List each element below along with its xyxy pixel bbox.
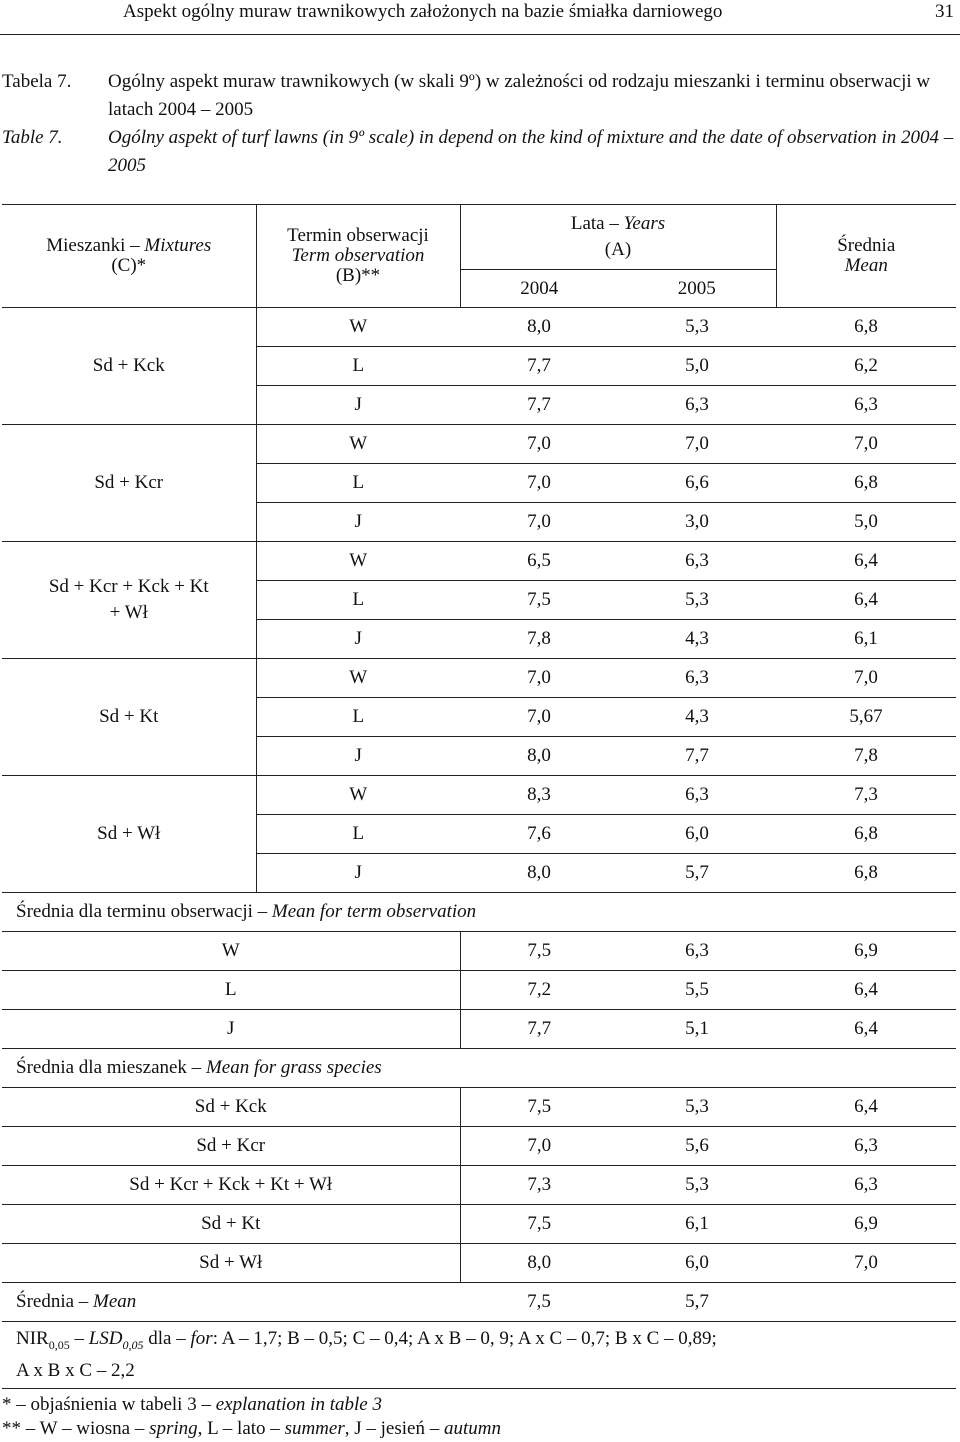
mean-cell: 6,4 xyxy=(776,542,956,581)
table-row xyxy=(2,542,956,581)
value-cell: 7,8 xyxy=(460,620,618,659)
mixture-cell: Sd + Kt xyxy=(2,1205,460,1244)
value-cell: 8,0 xyxy=(527,862,551,883)
value-cell: 5,3 xyxy=(618,1166,776,1205)
footnote-1: * – objaśnienia w tabeli 3 – explanation in table 3 xyxy=(2,1394,382,1415)
table-row xyxy=(2,1166,956,1205)
value-cell: 7,0 xyxy=(618,425,776,464)
mean-cell: 6,3 xyxy=(776,1127,956,1166)
value-cell: 5,5 xyxy=(618,971,776,1010)
value-cell: 4,3 xyxy=(618,620,776,659)
term-cell: J xyxy=(256,737,460,776)
footnotes xyxy=(2,1393,501,1441)
table-row xyxy=(2,659,956,698)
value-cell: 6,3 xyxy=(618,776,776,815)
running-title: Aspekt ogólny muraw trawnikowych założonych na bazie śmiałka darniowego xyxy=(123,1,723,22)
value-cell: 6,6 xyxy=(618,464,776,503)
term-cell: J xyxy=(256,503,460,542)
running-header xyxy=(0,0,960,35)
mixture-cell: Sd + Wł xyxy=(2,1244,460,1283)
mixture-cell: Sd + Wł xyxy=(2,776,256,893)
mixture-cell: Sd + Kck xyxy=(2,1088,460,1127)
value-cell: 5,7 xyxy=(618,1283,776,1322)
data-table xyxy=(2,204,956,1389)
mean-cell: 6,4 xyxy=(776,971,956,1010)
value-cell: 7,0 xyxy=(460,464,618,503)
mixture-cell: Sd + Kcr + Kck + Kt + Wł xyxy=(2,1166,460,1205)
empty-cell xyxy=(776,1283,956,1322)
header-mean: Średnia Mean xyxy=(776,205,956,308)
value-cell: 7,3 xyxy=(460,1166,618,1205)
mean-cell: 7,0 xyxy=(776,659,956,698)
table-row xyxy=(2,1010,956,1049)
page-number: 31 xyxy=(935,1,954,22)
mean-cell: 6,8 xyxy=(776,464,956,503)
term-cell: J xyxy=(256,386,460,425)
value-cell: 3,0 xyxy=(618,503,776,542)
term-means-heading: Średnia dla terminu obserwacji – Mean for term observation xyxy=(2,893,956,932)
value-cell: 6,0 xyxy=(618,815,776,854)
value-cell: 6,0 xyxy=(618,1244,776,1283)
term-cell: W xyxy=(256,425,460,464)
value-cell: 5,1 xyxy=(618,1010,776,1049)
section-heading-row xyxy=(2,893,956,932)
table-row xyxy=(2,1244,956,1283)
mean-cell: 5,0 xyxy=(776,503,956,542)
footnote-2: ** – W – wiosna – spring, L – lato – summer, J – jesień – autumn xyxy=(2,1418,501,1439)
mean-cell: 6,2 xyxy=(776,347,956,386)
mean-cell: 6,4 xyxy=(776,1088,956,1127)
value-cell: 7,6 xyxy=(460,815,618,854)
caption-label-en: Table 7. xyxy=(2,127,63,148)
caption-english xyxy=(2,124,958,180)
value-cell: 7,7 xyxy=(460,386,618,425)
value-cell: 7,7 xyxy=(460,347,618,386)
value-cell: 6,3 xyxy=(618,386,776,425)
mean-cell: 7,8 xyxy=(776,737,956,776)
mean-cell: 6,4 xyxy=(776,1010,956,1049)
header-term: Termin obserwacji Term observation (B)** xyxy=(256,205,460,308)
table-row xyxy=(2,776,956,815)
header-year-2004: 2004 xyxy=(520,277,559,299)
value-cell: 8,3 xyxy=(460,776,618,815)
mixture-means-heading: Średnia dla mieszanek – Mean for grass species xyxy=(2,1049,956,1088)
value-cell: 6,3 xyxy=(618,659,776,698)
caption-text-en: Ogólny aspekt of turf lawns (in 9º scale) in depend on the kind of mixture and the date of observation in 2004 – 2005 xyxy=(108,127,954,176)
header-years: Lata – Years (A) 2004 2005 xyxy=(460,205,776,308)
table-row xyxy=(2,971,956,1010)
value-cell: 5,6 xyxy=(618,1127,776,1166)
caption-polish xyxy=(2,68,958,124)
table-row xyxy=(2,1205,956,1244)
section-heading-row xyxy=(2,1049,956,1088)
term-cell: W xyxy=(256,308,460,347)
mean-cell: 6,4 xyxy=(776,581,956,620)
term-cell: L xyxy=(256,347,460,386)
table-row xyxy=(2,425,956,464)
value-cell: 6,1 xyxy=(618,1205,776,1244)
value-cell: 7,0 xyxy=(460,503,618,542)
value-cell: 6,5 xyxy=(460,542,618,581)
term-cell: J xyxy=(354,862,362,883)
value-cell: 5,3 xyxy=(618,581,776,620)
term-cell: L xyxy=(256,581,460,620)
value-cell: 5,0 xyxy=(618,347,776,386)
value-cell: 8,0 xyxy=(460,308,618,347)
term-cell: W xyxy=(256,776,460,815)
value-cell: 7,5 xyxy=(460,1088,618,1127)
value-cell: 7,7 xyxy=(618,737,776,776)
value-cell: 5,7 xyxy=(685,862,709,883)
value-cell: 7,0 xyxy=(460,1127,618,1166)
value-cell: 5,3 xyxy=(618,1088,776,1127)
value-cell: 7,5 xyxy=(460,581,618,620)
value-cell: 8,0 xyxy=(460,1244,618,1283)
term-cell: L xyxy=(256,698,460,737)
mean-cell: 6,1 xyxy=(776,620,956,659)
mean-cell: 6,9 xyxy=(776,932,956,971)
mean-cell: 7,3 xyxy=(776,776,956,815)
mixture-cell: Sd + Kcr xyxy=(2,425,256,542)
table-row xyxy=(2,932,956,971)
mean-cell: 5,67 xyxy=(776,698,956,737)
nir-row xyxy=(2,1322,956,1389)
value-cell: 7,5 xyxy=(460,1205,618,1244)
term-cell: L xyxy=(256,464,460,503)
table-row xyxy=(2,1127,956,1166)
term-cell: L xyxy=(256,815,460,854)
value-cell: 7,2 xyxy=(460,971,618,1010)
term-cell: L xyxy=(2,971,460,1010)
value-cell: 7,5 xyxy=(460,1283,618,1322)
caption-label-pl: Tabela 7. xyxy=(2,71,72,92)
value-cell: 4,3 xyxy=(618,698,776,737)
mean-cell: 6,3 xyxy=(776,1166,956,1205)
overall-mean-label: Średnia – Mean xyxy=(2,1283,460,1322)
nir-note: $NIR_{0,05} - LSD_{0,05}$ dla – for: A – 1,7; B – 0,5; C – 0,4; A x B – 0, 9; A x C – 0,7; B x C – 0,89; A x B x C – 2,2 xyxy=(2,1322,956,1389)
table-caption xyxy=(2,68,958,180)
mixture-cell: Sd + Kcr + Kck + Kt + Wł xyxy=(2,542,256,659)
value-cell: 6,3 xyxy=(618,932,776,971)
mixture-cell: Sd + Kcr xyxy=(2,1127,460,1166)
term-cell: J xyxy=(256,620,460,659)
table-row xyxy=(2,308,956,347)
mean-cell: 6,3 xyxy=(776,386,956,425)
term-cell: W xyxy=(256,542,460,581)
value-cell: 7,0 xyxy=(460,698,618,737)
overall-mean-row xyxy=(2,1283,956,1322)
caption-text-pl: Ogólny aspekt muraw trawnikowych (w skali 9º) w zależności od rodzaju mieszanki i terminu obserwacji w latach 2004 – 2005 xyxy=(108,71,931,120)
header-year-2005: 2005 xyxy=(677,277,716,299)
term-cell: J xyxy=(2,1010,460,1049)
mean-cell: 7,0 xyxy=(776,1244,956,1283)
term-cell: W xyxy=(2,932,460,971)
value-cell: 8,0 xyxy=(460,737,618,776)
value-cell: 7,5 xyxy=(460,932,618,971)
value-cell: 7,0 xyxy=(460,659,618,698)
mean-cell: 6,9 xyxy=(776,1205,956,1244)
mean-cell: 7,0 xyxy=(776,425,956,464)
value-cell: 7,7 xyxy=(460,1010,618,1049)
header-mixtures: Mieszanki – Mixtures (C)* xyxy=(2,205,256,308)
value-cell: 6,3 xyxy=(618,542,776,581)
table-row xyxy=(2,1088,956,1127)
value-cell: 7,0 xyxy=(460,425,618,464)
mean-cell: 6,8 xyxy=(776,815,956,854)
header-row xyxy=(2,205,956,308)
mixture-cell: Sd + Kck xyxy=(2,308,256,425)
value-cell: 5,3 xyxy=(618,308,776,347)
term-cell: W xyxy=(256,659,460,698)
mean-cell: 6,8 xyxy=(854,862,878,883)
mean-cell: 6,8 xyxy=(776,308,956,347)
mixture-cell: Sd + Kt xyxy=(2,659,256,776)
